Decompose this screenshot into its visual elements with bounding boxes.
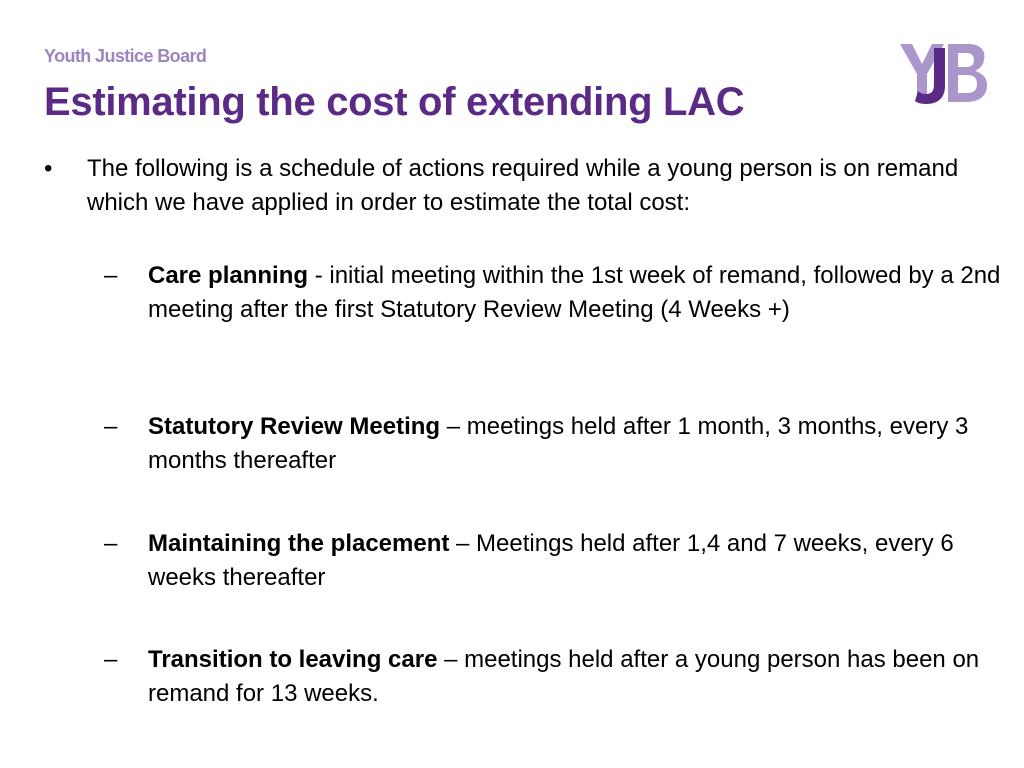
dash-marker: –: [104, 646, 118, 673]
list-item-statutory-review: [104, 410, 1004, 478]
item-desc: – Meetings held after 1,4 and 7 weeks, every 6 weeks thereafter: [148, 530, 954, 591]
item-term: Maintaining the placement: [148, 530, 450, 557]
dash-marker: –: [104, 413, 118, 440]
item-desc: – meetings held after a young person has been on remand for 13 weeks.: [148, 646, 980, 707]
slide-title: Estimating the cost of extending LAC: [44, 80, 745, 124]
intro-text: The following is a schedule of actions required while a young person is on remand which we have applied in order to estimate the total cost:: [87, 155, 959, 216]
item-desc: – meetings held after 1 month, 3 months, every 3 months thereafter: [148, 413, 969, 474]
dash-marker: –: [104, 530, 118, 557]
item-desc: - initial meeting within the 1st week of remand, followed by a 2nd meeting after the first Statutory Review Meeting (4 Weeks +): [148, 262, 1001, 323]
list-item-maintaining-placement: [104, 527, 1004, 595]
list-item-transition: [104, 643, 1004, 711]
logo-letter-b: [948, 44, 987, 102]
yjb-logo: [898, 40, 988, 106]
item-term: Statutory Review Meeting: [148, 413, 441, 440]
item-term: Care planning: [148, 262, 309, 289]
bullet-marker: •: [44, 155, 53, 182]
intro-bullet: [44, 152, 1004, 220]
brand-name: Youth Justice Board: [44, 46, 207, 66]
item-term: Transition to leaving care: [148, 646, 438, 673]
dash-marker: –: [104, 262, 118, 289]
list-item-care-planning: [104, 259, 1004, 327]
